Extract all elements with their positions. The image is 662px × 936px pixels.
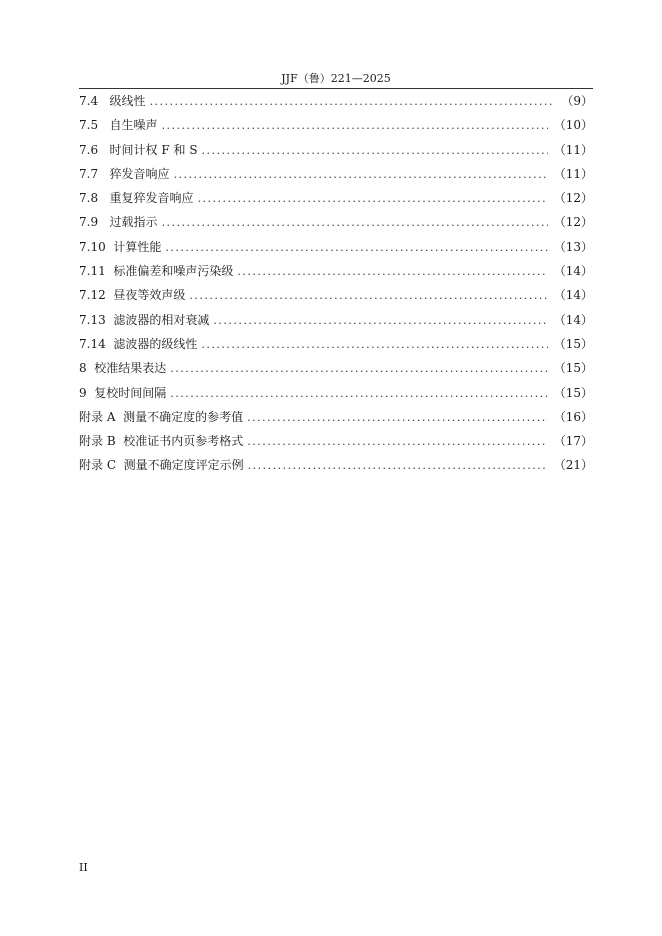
toc-entry-title: 校准证书内页参考格式 xyxy=(123,434,244,449)
toc-entry-number: 7.13 xyxy=(79,312,106,327)
toc-entry-number: 7.12 xyxy=(79,288,106,303)
toc-entry-page: （17） xyxy=(553,434,593,449)
toc-entry-number: 8 xyxy=(79,361,87,376)
toc-entry[interactable] xyxy=(79,91,593,115)
toc-entry-page: （16） xyxy=(553,409,593,424)
toc-entry-title: 标准偏差和噪声污染级 xyxy=(113,264,234,279)
toc-entry-number: 7.14 xyxy=(79,336,106,351)
toc-entry-number: 7.10 xyxy=(79,239,106,254)
toc-entry-title: 自生噪声 xyxy=(109,118,158,133)
dot-leader xyxy=(247,408,548,428)
toc-entry-title: 测量不确定度的参考值 xyxy=(123,409,244,424)
dot-leader xyxy=(170,384,547,404)
toc-entry-number: 7.5 xyxy=(79,118,99,133)
toc-entry-page: （11） xyxy=(553,166,593,181)
toc-entry-title: 过载指示 xyxy=(109,215,158,230)
dot-leader xyxy=(150,92,556,112)
toc-entry[interactable] xyxy=(79,164,593,188)
dot-leader xyxy=(162,116,548,136)
toc-entry-page: （11） xyxy=(553,142,593,157)
dot-leader xyxy=(237,262,547,282)
toc-entry-page: （15） xyxy=(553,361,593,376)
toc-entry[interactable] xyxy=(79,115,593,139)
toc-entry-number: 9 xyxy=(79,385,87,400)
dot-leader xyxy=(162,213,548,233)
toc-entry-title: 时间计权 F 和 S xyxy=(109,142,198,157)
toc-entry[interactable] xyxy=(79,407,593,431)
toc-entry-title: 测量不确定度评定示例 xyxy=(123,458,244,473)
toc-entry-title: 滤波器的相对衰减 xyxy=(113,312,210,327)
toc-entry-title: 昼夜等效声级 xyxy=(113,288,186,303)
toc-entry[interactable] xyxy=(79,188,593,212)
toc-entry-page: （12） xyxy=(553,191,593,206)
toc-entry-number: 附录 B xyxy=(79,434,116,449)
toc-entry[interactable] xyxy=(79,285,593,309)
dot-leader xyxy=(247,432,547,452)
toc-entry-number: 7.8 xyxy=(79,191,99,206)
table-of-contents xyxy=(79,91,593,480)
dot-leader xyxy=(165,238,547,258)
toc-entry-number: 7.7 xyxy=(79,166,99,181)
header-rule xyxy=(79,88,593,89)
toc-entry-page: （15） xyxy=(553,385,593,400)
toc-entry-number: 7.4 xyxy=(79,94,99,108)
toc-entry-number: 附录 C xyxy=(79,458,116,473)
toc-entry-page: （14） xyxy=(553,312,593,327)
dot-leader xyxy=(174,165,548,185)
toc-entry-title: 重复猝发音响应 xyxy=(109,191,194,206)
toc-entry-page: （9） xyxy=(561,94,593,108)
toc-entry-title: 复校时间间隔 xyxy=(94,385,167,400)
toc-entry-page: （14） xyxy=(553,264,593,279)
toc-entry-number: 7.6 xyxy=(79,142,99,157)
toc-entry[interactable] xyxy=(79,212,593,236)
toc-entry[interactable] xyxy=(79,140,593,164)
toc-entry-number: 附录 A xyxy=(79,409,116,424)
toc-entry-title: 级线性 xyxy=(109,94,146,108)
dot-leader xyxy=(213,311,547,331)
toc-entry-title: 校准结果表达 xyxy=(94,361,167,376)
toc-entry-page: （21） xyxy=(553,458,593,473)
toc-entry-page: （15） xyxy=(553,336,593,351)
toc-entry[interactable] xyxy=(79,383,593,407)
dot-leader xyxy=(189,286,547,306)
toc-entry-page: （14） xyxy=(553,288,593,303)
toc-entry[interactable] xyxy=(79,237,593,261)
toc-entry-number: 7.11 xyxy=(79,264,106,279)
toc-entry[interactable] xyxy=(79,310,593,334)
toc-entry[interactable] xyxy=(79,334,593,358)
toc-entry-page: （13） xyxy=(553,239,593,254)
toc-entry[interactable] xyxy=(79,431,593,455)
dot-leader xyxy=(202,141,548,161)
dot-leader xyxy=(248,456,548,476)
toc-entry[interactable] xyxy=(79,358,593,382)
toc-entry-page: （10） xyxy=(553,118,593,133)
running-header: JJF（鲁）221—2025 xyxy=(281,72,391,85)
dot-leader xyxy=(170,359,547,379)
toc-entry[interactable] xyxy=(79,261,593,285)
toc-entry[interactable] xyxy=(79,455,593,479)
toc-entry-title: 猝发音响应 xyxy=(109,166,170,181)
toc-entry-title: 计算性能 xyxy=(113,239,162,254)
dot-leader xyxy=(198,189,548,209)
toc-entry-page: （12） xyxy=(553,215,593,230)
dot-leader xyxy=(201,335,547,355)
toc-entry-title: 滤波器的级线性 xyxy=(113,336,198,351)
page-number: II xyxy=(79,861,88,874)
toc-entry-number: 7.9 xyxy=(79,215,99,230)
